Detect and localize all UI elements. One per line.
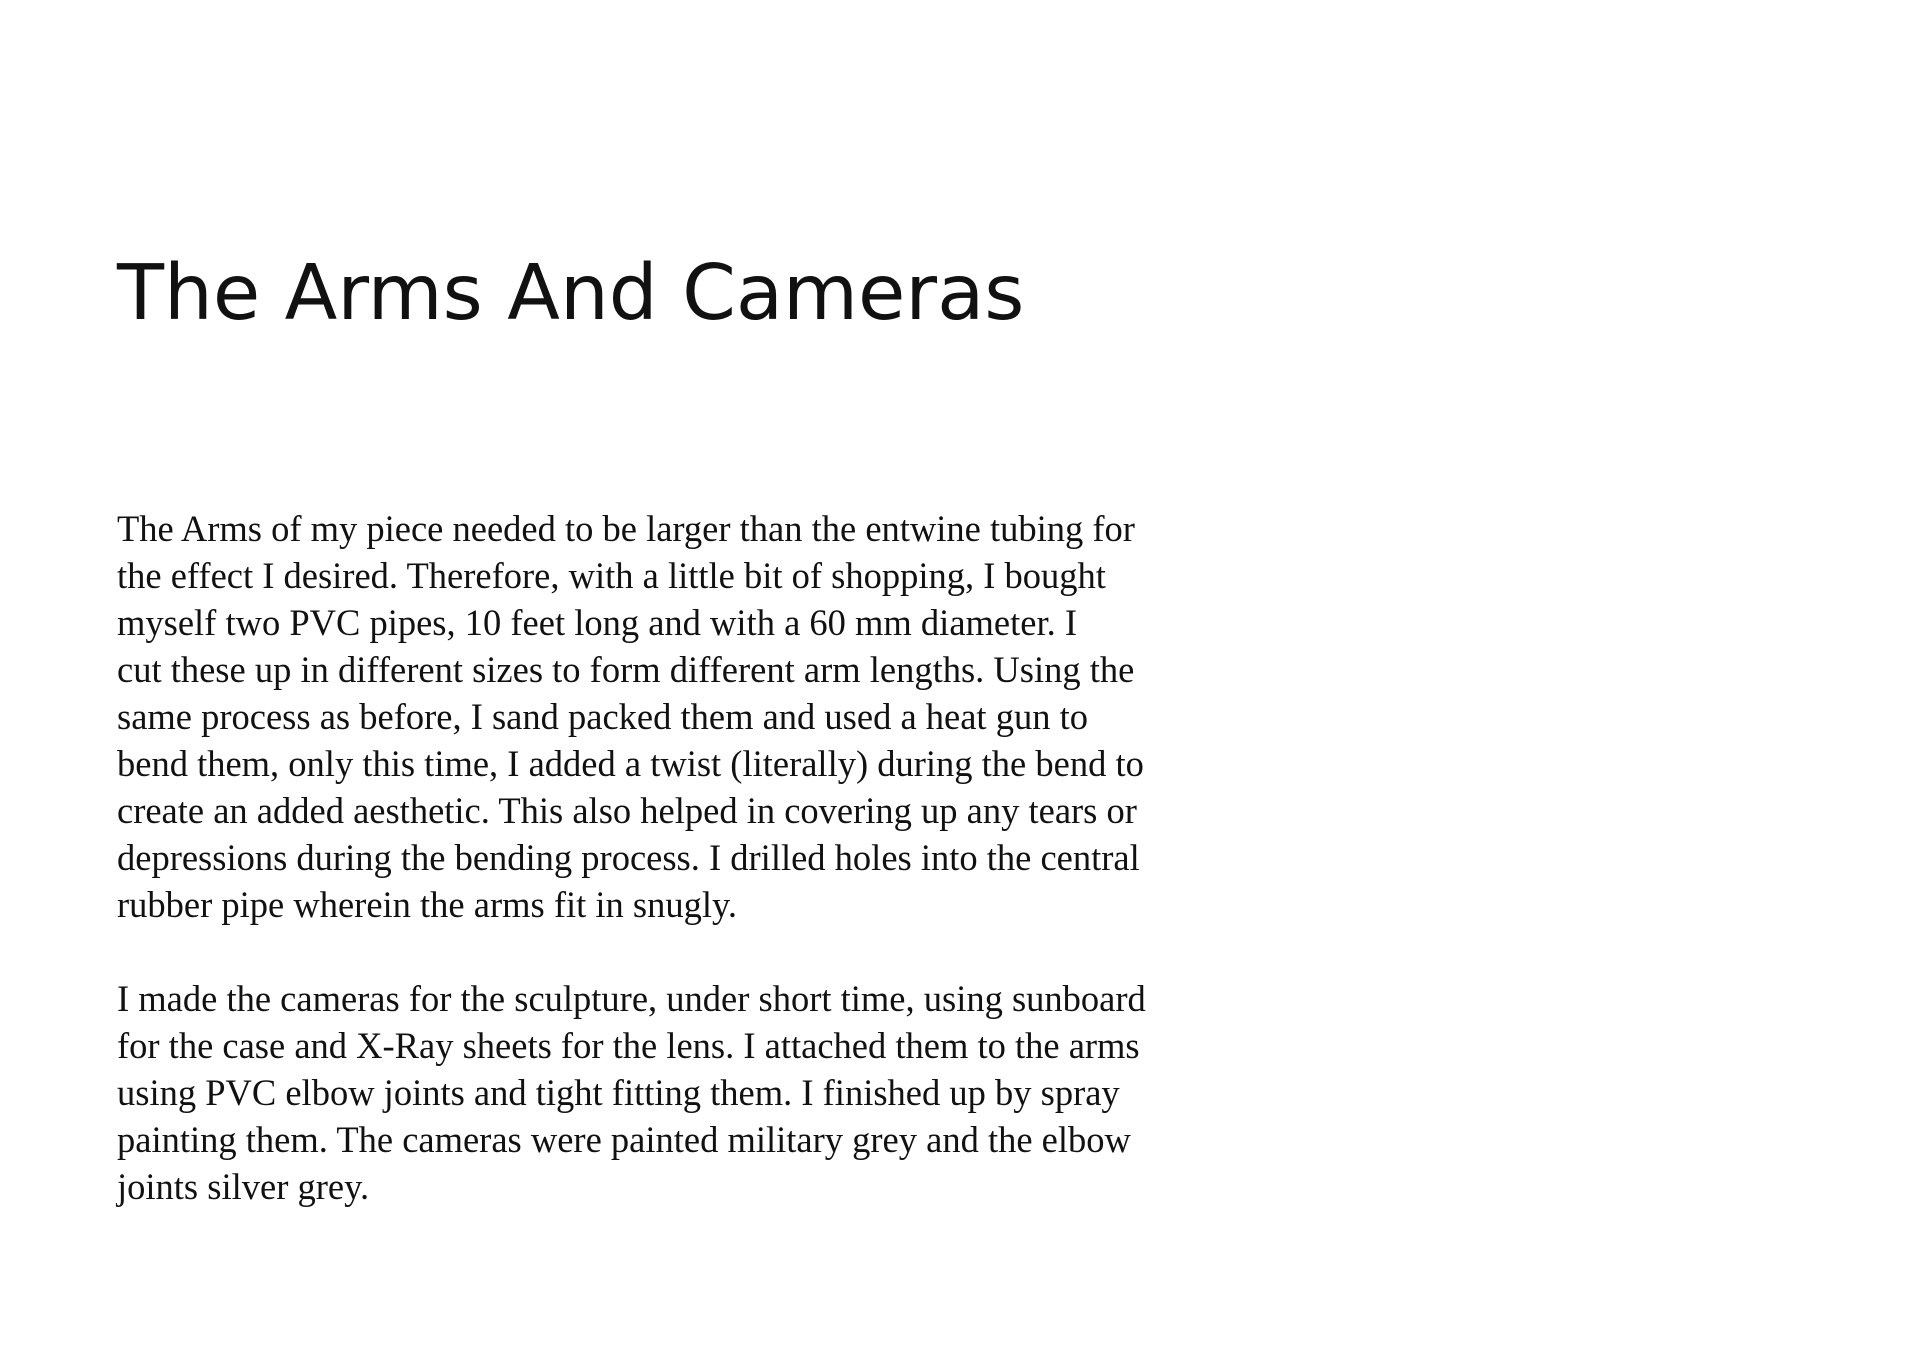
text-line: The Arms of my piece needed to be larger than the entwine tubing for (117, 508, 1135, 549)
page-title: The Arms And Cameras (117, 249, 1025, 338)
text-line: painting them. The cameras were painted military grey and the elbow (117, 1119, 1131, 1160)
text-line: I made the cameras for the sculpture, under short time, using sunboard (117, 978, 1146, 1019)
text-line: using PVC elbow joints and tight fitting them. I finished up by spray (117, 1072, 1120, 1113)
text-line: myself two PVC pipes, 10 feet long and with a 60 mm diameter. I (117, 602, 1077, 643)
text-line: rubber pipe wherein the arms fit in snugly. (117, 884, 738, 925)
text-line: depressions during the bending process. I drilled holes into the central (117, 837, 1140, 878)
text-line: create an added aesthetic. This also helped in covering up any tears or (117, 790, 1137, 831)
text-line: bend them, only this time, I added a twist (literally) during the bend to (117, 743, 1144, 784)
text-line: cut these up in different sizes to form different arm lengths. Using the (117, 649, 1135, 690)
body-text (117, 505, 1257, 1210)
text-line: joints silver grey. (117, 1166, 370, 1207)
text-line: the effect I desired. Therefore, with a little bit of shopping, I bought (117, 555, 1106, 596)
paragraph-cameras (117, 975, 1257, 1210)
text-line: for the case and X-Ray sheets for the lens. I attached them to the arms (117, 1025, 1140, 1066)
text-line: same process as before, I sand packed them and used a heat gun to (117, 696, 1088, 737)
paragraph-arms (117, 505, 1257, 928)
